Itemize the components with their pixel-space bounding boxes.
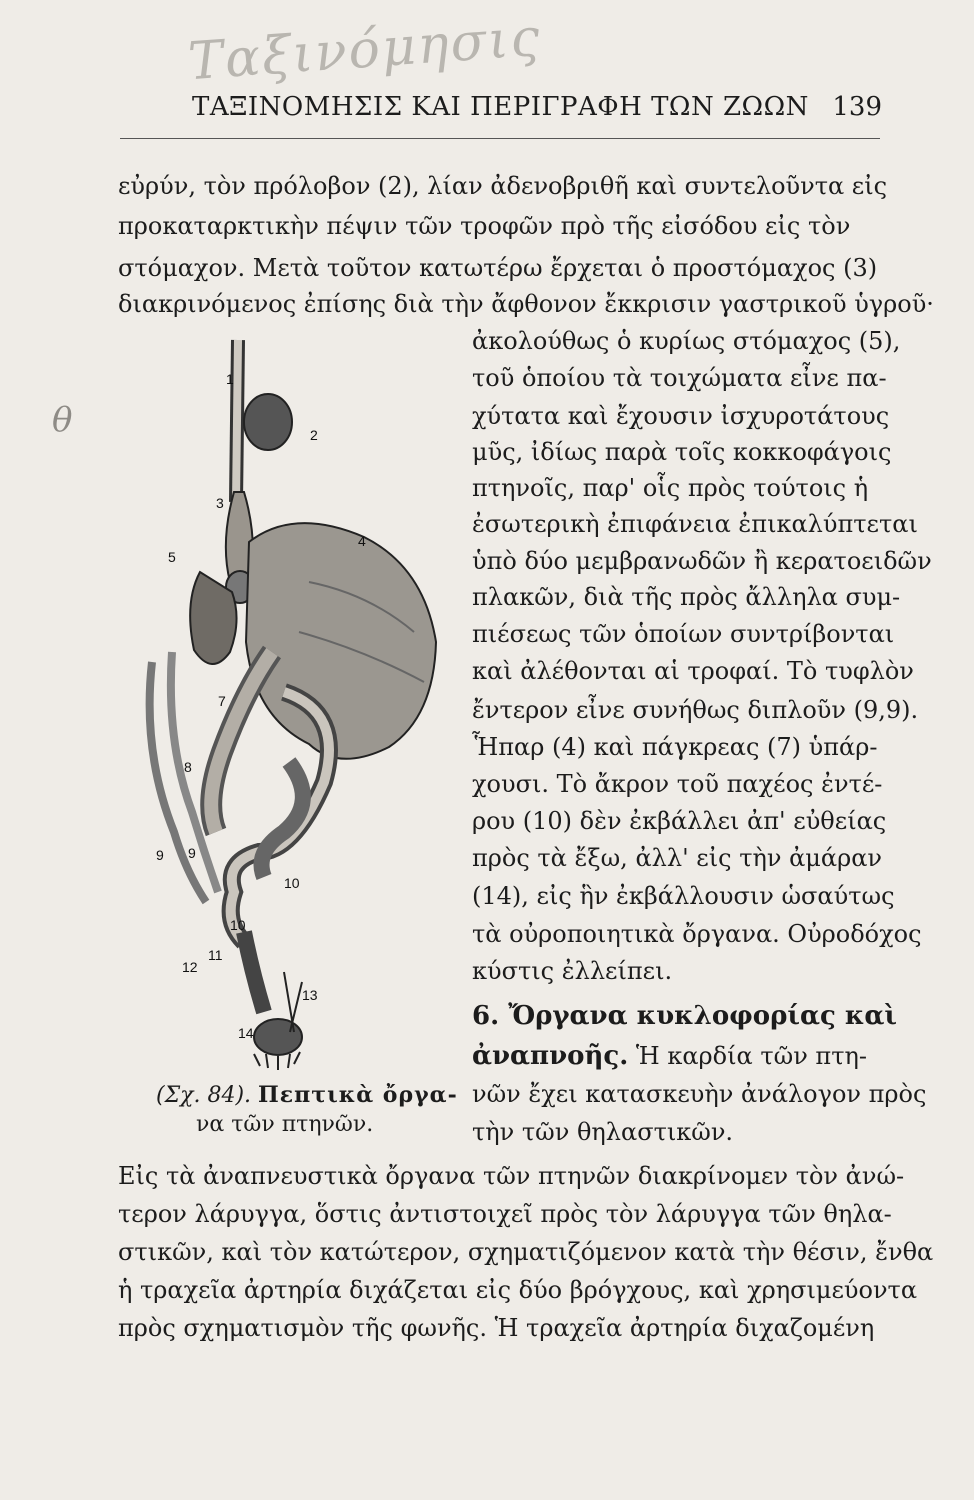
column-line: (14), εἰς ἣν ἐκβάλλουσιν ὡσαύτως <box>472 882 895 910</box>
figure-label: 2 <box>310 427 318 443</box>
figure-caption-line-1 <box>156 1082 458 1108</box>
section-heading: 6. Ὄργανα κυκλοφορίας καὶ <box>472 1001 897 1031</box>
caption-text: Πεπτικὰ ὄργα- <box>258 1082 458 1108</box>
column-line: μῦς, ἰδίως παρὰ τοῖς κοκκοφάγοις <box>472 438 892 466</box>
column-line: καὶ ἀλέθονται αἱ τροφαί. Τὸ τυφλὸν <box>472 657 914 685</box>
text-line: πρὸς σχηματισμὸν τῆς φωνῆς. Ἡ τραχεῖα ἀρτηρία διχαζομένη <box>118 1314 875 1342</box>
column-line: πιέσεως τῶν ὁποίων συντρίβονται <box>472 620 895 648</box>
column-line: τὴν τῶν θηλαστικῶν. <box>472 1118 734 1146</box>
column-line: χύτατα καὶ ἔχουσιν ἰσχυροτάτους <box>472 402 890 430</box>
figure-label: 10 <box>284 875 300 891</box>
figure-label: 11 <box>208 947 223 963</box>
margin-mark: θ <box>52 400 73 440</box>
column-line: πλακῶν, διὰ τῆς πρὸς ἄλληλα συμ- <box>472 583 901 611</box>
running-title: ΤΑΞΙΝΟΜΗΣΙΣ ΚΑΙ ΠΕΡΙΓΡΑΦΗ ΤΩΝ ΖΩΩΝ <box>192 92 809 122</box>
digestive-organs-illustration <box>134 332 464 1072</box>
figure-label: 4 <box>358 533 366 549</box>
header-rule <box>120 138 880 139</box>
column-line: ἔντερον εἶνε συνήθως διπλοῦν (9,9). <box>472 696 919 724</box>
column-line: ἀκολούθως ὁ κυρίως στόμαχος (5), <box>472 327 901 355</box>
running-header <box>192 88 882 124</box>
section-heading-continued: ἀναπνοῆς. <box>472 1041 629 1071</box>
column-line: ἐσωτερικὴ ἐπιφάνεια ἐπικαλύπτεται <box>472 510 918 538</box>
text-line: Εἰς τὰ ἀναπνευστικὰ ὄργανα τῶν πτηνῶν διακρίνομεν τὸν ἀνώ- <box>118 1162 905 1190</box>
page-number: 139 <box>832 92 882 122</box>
figure-label: 5 <box>168 549 176 565</box>
text-line: τερον λάρυγγα, ὅστις ἀντιστοιχεῖ πρὸς τὸν λάρυγγα τῶν θηλα- <box>118 1200 892 1228</box>
handwritten-note: Ταξινόμησις <box>186 7 544 93</box>
figure-label: 1 <box>226 371 234 387</box>
column-line: ὑπὸ δύο μεμβρανωδῶν ἢ κερατοειδῶν <box>472 547 932 575</box>
text-line: προκαταρκτικὴν πέψιν τῶν τροφῶν πρὸ τῆς εἰσόδου εἰς τὸν <box>118 212 851 240</box>
figure-label: 9 <box>188 845 196 861</box>
column-line: τοῦ ὁποίου τὰ τοιχώματα εἶνε πα- <box>472 364 887 392</box>
figure-label: 10 <box>230 917 246 933</box>
figure-caption-line-2: να τῶν πτηνῶν. <box>196 1112 374 1137</box>
section-heading-line <box>472 1040 878 1072</box>
text-line: στικῶν, καὶ τὸν κατώτερον, σχηματιζόμενον κατὰ τὴν θέσιν, ἔνθα <box>118 1238 934 1266</box>
text-line: ἡ τραχεῖα ἀρτηρία διχάζεται εἰς δύο βρόγχους, καὶ χρησιμεύοντα <box>118 1276 918 1304</box>
column-line: τὰ οὐροποιητικὰ ὄργανα. Οὐροδόχος <box>472 920 922 948</box>
column-line: πτηνοῖς, παρ' οἷς πρὸς τούτοις ἡ <box>472 474 869 502</box>
figure-label: 7 <box>218 693 226 709</box>
figure-label: 3 <box>216 495 224 511</box>
section-text: Ἡ καρδία τῶν πτη- <box>635 1042 867 1070</box>
figure-label: 14 <box>238 1025 254 1041</box>
text-line: εὐρύν, τὸν πρόλοβον (2), λίαν ἀδενοβριθῆ καὶ συντελοῦντα εἰς <box>118 172 888 200</box>
figure-label: 9 <box>156 847 164 863</box>
figure-ref: (Σχ. 84). <box>156 1083 252 1108</box>
text-line: διακρινόμενος ἐπίσης διὰ τὴν ἄφθονον ἔκκρισιν γαστρικοῦ ὑγροῦ· <box>118 290 934 318</box>
text-line: στόμαχον. Μετὰ τοῦτον κατωτέρω ἔρχεται ὁ προστόμαχος (3) <box>118 254 878 282</box>
column-line: Ἧπαρ (4) καὶ πάγκρεας (7) ὑπάρ- <box>472 733 878 761</box>
column-line: χουσι. Τὸ ἄκρον τοῦ παχέος ἐντέ- <box>472 770 883 798</box>
figure-label: 13 <box>302 987 318 1003</box>
column-line: πρὸς τὰ ἔξω, ἀλλ' εἰς τὴν ἀμάραν <box>472 844 883 872</box>
column-line: νῶν ἔχει κατασκευὴν ἀνάλογον πρὸς <box>472 1080 927 1108</box>
column-line: κύστις ἐλλείπει. <box>472 957 673 985</box>
column-line: ρου (10) δὲν ἐκβάλλει ἀπ' εὐθείας <box>472 807 887 835</box>
figure-label: 8 <box>184 759 192 775</box>
figure-label: 12 <box>182 959 198 975</box>
